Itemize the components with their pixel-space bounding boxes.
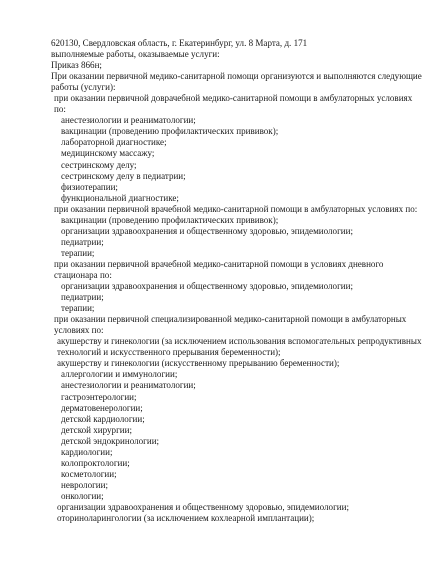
section-heading: при оказании первичной специализированной медико-санитарной помощи в амбулаторных условиях по: <box>54 314 407 336</box>
section-heading: при оказании первичной врачебной медико-санитарной помощи в амбулаторных условиях по: <box>54 203 418 214</box>
list-item: дерматовенерологии; <box>61 402 143 413</box>
list-item: кардиологии; <box>61 446 113 457</box>
list-item: организации здравоохранения и общественному здоровью, эпидемиологии; <box>61 281 353 292</box>
works-label: выполняемые работы, оказываемые услуги: <box>51 49 220 60</box>
list-item: анестезиологии и реаниматологии; <box>61 115 196 126</box>
list-item: терапии; <box>61 303 95 314</box>
list-item: онкологии; <box>61 490 104 501</box>
section-heading: при оказании первичной врачебной медико-санитарной помощи в условиях дневного стационара по: <box>54 258 384 280</box>
list-item: гастроэнтерологии; <box>61 391 137 402</box>
list-item: детской хирургии; <box>61 424 132 435</box>
list-item: сестринскому делу в педиатрии; <box>61 170 186 181</box>
list-item: лабораторной диагностике; <box>61 137 167 148</box>
order-line: Приказ 866н; <box>51 60 102 71</box>
list-item: педиатрии; <box>61 292 104 303</box>
list-item: детской эндокринологии; <box>61 435 160 446</box>
list-item: терапии; <box>61 247 95 258</box>
list-item: вакцинации (проведению профилактических прививок); <box>61 126 279 137</box>
list-item: акушерству и гинекологии (за исключением использования вспомогательных репродуктивных технологий и искусственного прерывания беременности); <box>57 336 422 358</box>
list-item: организации здравоохранения и общественному здоровью, эпидемиологии; <box>61 225 353 236</box>
section-heading: при оказании первичной доврачебной медико-санитарной помощи в амбулаторных условиях по: <box>54 93 413 115</box>
intro-paragraph: При оказании первичной медико-санитарной помощи организуются и выполняются следующие работы (услуги): <box>51 71 422 93</box>
list-item: детской кардиологии; <box>61 413 145 424</box>
list-item: функциональной диагностике; <box>61 192 179 203</box>
list-item: организации здравоохранения и общественному здоровью, эпидемиологии; <box>57 501 349 512</box>
list-item: медицинскому массажу; <box>61 148 155 159</box>
list-item: косметологии; <box>61 468 117 479</box>
list-item: анестезиологии и реаниматологии; <box>61 380 196 391</box>
address-line: 620130, Свердловская область, г. Екатеринбург, ул. 8 Марта, д. 171 <box>51 38 308 48</box>
list-item: сестринскому делу; <box>61 159 137 170</box>
list-item: неврологии; <box>61 479 109 490</box>
list-item: педиатрии; <box>61 236 104 247</box>
license-text <box>51 38 423 524</box>
list-item: оториноларингологии (за исключением кохлеарной имплантации); <box>57 513 315 524</box>
list-item: вакцинации (проведению профилактических прививок); <box>61 214 279 225</box>
list-item: акушерству и гинекологии (искусственному прерыванию беременности); <box>57 358 340 369</box>
list-item: колопроктологии; <box>61 457 130 468</box>
list-item: физиотерапии; <box>61 181 118 192</box>
list-item: аллергологии и иммунологии; <box>61 369 178 380</box>
